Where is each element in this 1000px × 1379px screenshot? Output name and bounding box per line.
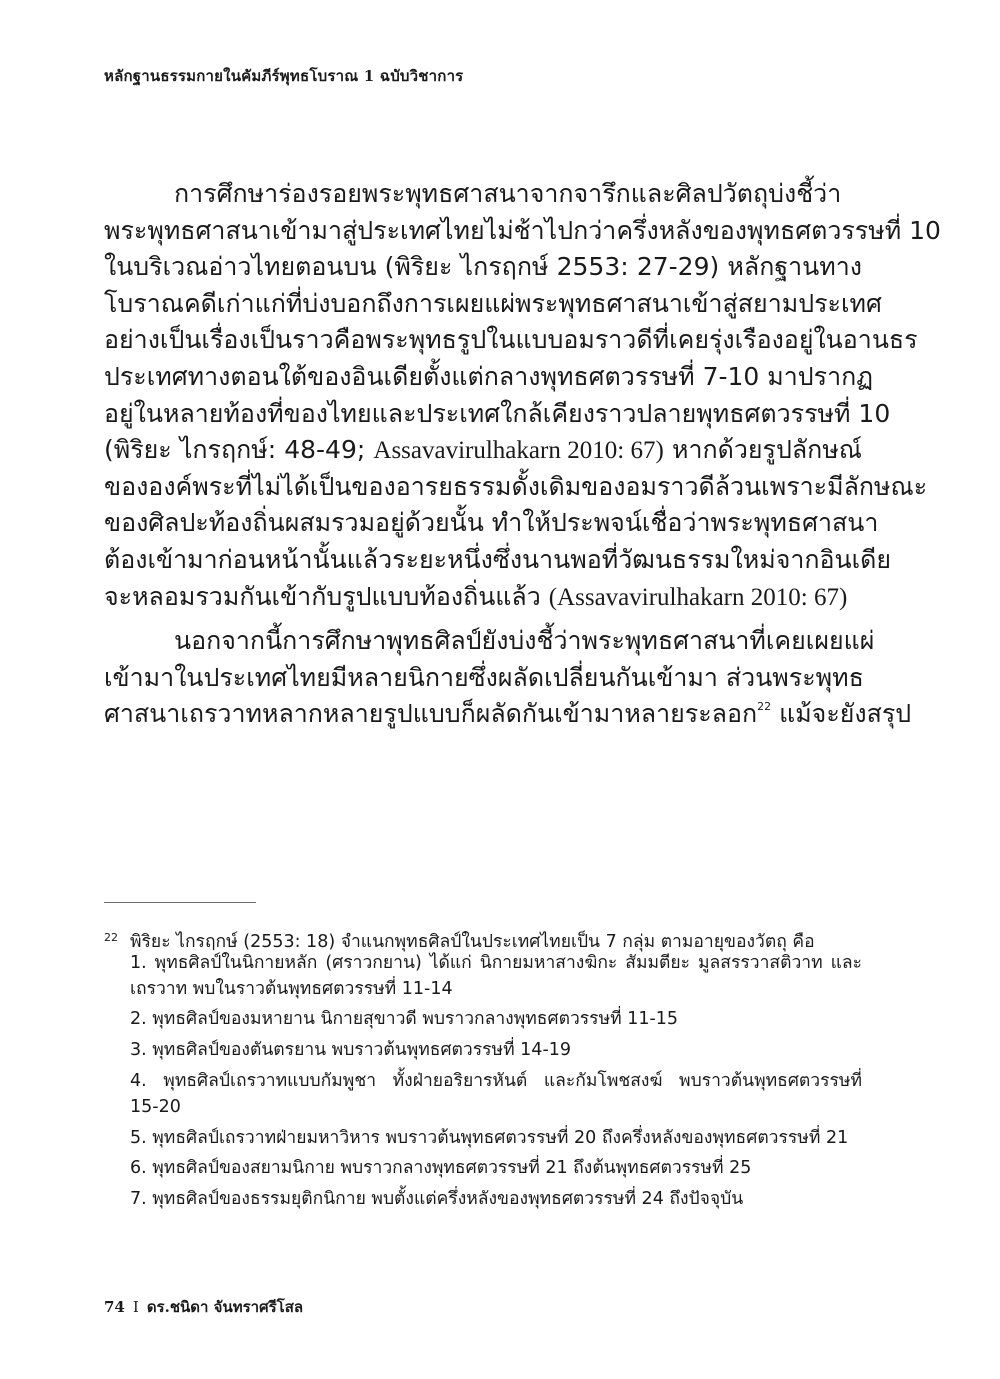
- line-fragment: หากด้วยรูปลักษณ์: [671, 435, 862, 465]
- paragraph-line: [104, 696, 912, 733]
- paragraph-line: โบราณคดีเก่าแก่ที่บ่งบอกถึงการเผยแผ่พระพุทธศาสนาเข้าสู่สยามประเทศ: [104, 288, 882, 318]
- paragraph-2: [104, 623, 912, 733]
- paragraph-line: ของศิลปะท้องถิ่นผสมรวมอยู่ด้วยนั้น ทำให้ประพจน์เชื่อว่าพระพุทธศาสนา: [104, 508, 879, 538]
- page-number: 74: [104, 1298, 125, 1316]
- page-footer: [104, 1295, 303, 1319]
- paragraph-line: ขององค์พระที่ไม่ได้เป็นของอารยธรรมดั้งเดิมของอมราวดีล้วนเพราะมีลักษณะ: [104, 471, 928, 501]
- footnote-item-continuation: 15-20: [130, 1096, 181, 1117]
- paragraph-spacer: [104, 615, 862, 623]
- line-fragment: ศาสนาเถรวาทหลากหลายรูปแบบก็ผลัดกันเข้ามาหลายระลอก: [104, 699, 758, 729]
- paragraph-line: อยู่ในหลายท้องที่ของไทยและประเทศใกล้เคียงราวปลายพุทธศตวรรษที่ 10: [104, 398, 891, 428]
- footnote-marker: 22: [104, 931, 118, 944]
- paragraph-line: การศึกษาร่องรอยพระพุทธศาสนาจากจารึกและศิลปวัตถุบ่งชี้ว่า: [174, 179, 842, 208]
- footnote-item: 5. พุทธศิลป์เถรวาทฝ่ายมหาวิหาร พบราวต้นพุทธศตวรรษที่ 20 ถึงครึ่งหลังของพุทธศตวรรษที่ 21: [130, 1127, 849, 1148]
- paragraph-line: อย่างเป็นเรื่องเป็นราวคือพระพุทธรูปในแบบอมราวดีที่เคยรุ่งเรืองอยู่ในอานธร: [104, 325, 918, 355]
- footnote-intro-line: [104, 925, 862, 951]
- paragraph-line: พระพุทธศาสนาเข้ามาสู่ประเทศไทยไม่ช้าไปกว่าครึ่งหลังของพุทธศตวรรษที่ 10: [104, 215, 941, 245]
- paragraph-line: [104, 432, 862, 469]
- paragraph-line: [104, 579, 862, 616]
- main-body-text: [104, 176, 941, 733]
- footnote-item-continuation: เถรวาท พบในราวต้นพุทธศตวรรษที่ 11-14: [130, 978, 453, 999]
- footnote-reference[interactable]: 22: [757, 700, 772, 714]
- footnote-divider: [104, 902, 256, 903]
- citation-latin: Assavavirulhakarn 2010: 67): [373, 437, 664, 465]
- footnote-item: 4. พุทธศิลป์เถรวาทแบบกัมพูชา ทั้งฝ่ายอริยารหันต์ และกัมโพชสงฆ์ พบราวต้นพุทธศตวรรษที่: [130, 1070, 862, 1091]
- paragraph-line: ต้องเข้ามาก่อนหน้านั้นแล้วระยะหนึ่งซึ่งนานพอที่วัฒนธรรมใหม่จากอินเดีย: [104, 544, 892, 574]
- footnote-item: 2. พุทธศิลป์ของมหายาน นิกายสุขาวดี พบราวกลางพุทธศตวรรษที่ 11-15: [130, 1009, 679, 1030]
- footer-separator: I: [132, 1298, 139, 1316]
- line-fragment: แม้จะยังสรุป: [771, 699, 912, 729]
- footnote-item: 6. พุทธศิลป์ของสยามนิกาย พบราวกลางพุทธศตวรรษที่ 21 ถึงต้นพุทธศตวรรษที่ 25: [130, 1158, 752, 1179]
- footnote-item: 1. พุทธศิลป์ในนิกายหลัก (ศราวกยาน) ได้แก่ นิกายมหาสางฆิกะ สัมมตียะ มูลสรรวาสติวาท และ: [130, 952, 862, 973]
- footnote-block: [104, 925, 862, 1213]
- footnote-item: 7. พุทธศิลป์ของธรรมยุติกนิกาย พบตั้งแต่ครึ่งหลังของพุทธศตวรรษที่ 24 ถึงปัจจุบัน: [130, 1189, 744, 1210]
- footnote-item: 3. พุทธศิลป์ของตันตรยาน พบราวต้นพุทธศตวรรษที่ 14-19: [130, 1040, 572, 1061]
- paragraph-line: นอกจากนี้การศึกษาพุทธศิลป์ยังบ่งชี้ว่าพระพุทธศาสนาที่เคยเผยแผ่: [174, 626, 875, 656]
- line-fragment: จะหลอมรวมกันเข้ากับรูปแบบท้องถิ่นแล้ว: [104, 581, 541, 611]
- author-name: ดร.ชนิดา จันทราศรีโสล: [146, 1298, 304, 1316]
- citation-latin: (Assavavirulhakarn 2010: 67): [548, 583, 848, 611]
- citation-thai: (พิริยะ ไกรฤกษ์: 48-49;: [104, 435, 366, 465]
- paragraph-line: ในบริเวณอ่าวไทยตอนบน (พิริยะ ไกรฤกษ์ 2553: 27-29) หลักฐานทาง: [104, 252, 862, 282]
- paragraph-line: เข้ามาในประเทศไทยมีหลายนิกายซึ่งผลัดเปลี่ยนกันเข้ามา ส่วนพระพุทธ: [104, 662, 864, 692]
- paragraph-line: ประเทศทางตอนใต้ของอินเดียตั้งแต่กลางพุทธศตวรรษที่ 7-10 มาปรากฏ: [104, 361, 874, 391]
- running-header-title: หลักฐานธรรมกายในคัมภีร์พุทธโบราณ 1 ฉบับวิชาการ: [104, 67, 464, 85]
- footnote-intro: พิริยะ ไกรฤกษ์ (2553: 18) จำแนกพุทธศิลป์ในประเทศไทยเป็น 7 กลุ่ม ตามอายุของวัตถุ คือ: [130, 932, 815, 952]
- paragraph-1: [104, 176, 941, 615]
